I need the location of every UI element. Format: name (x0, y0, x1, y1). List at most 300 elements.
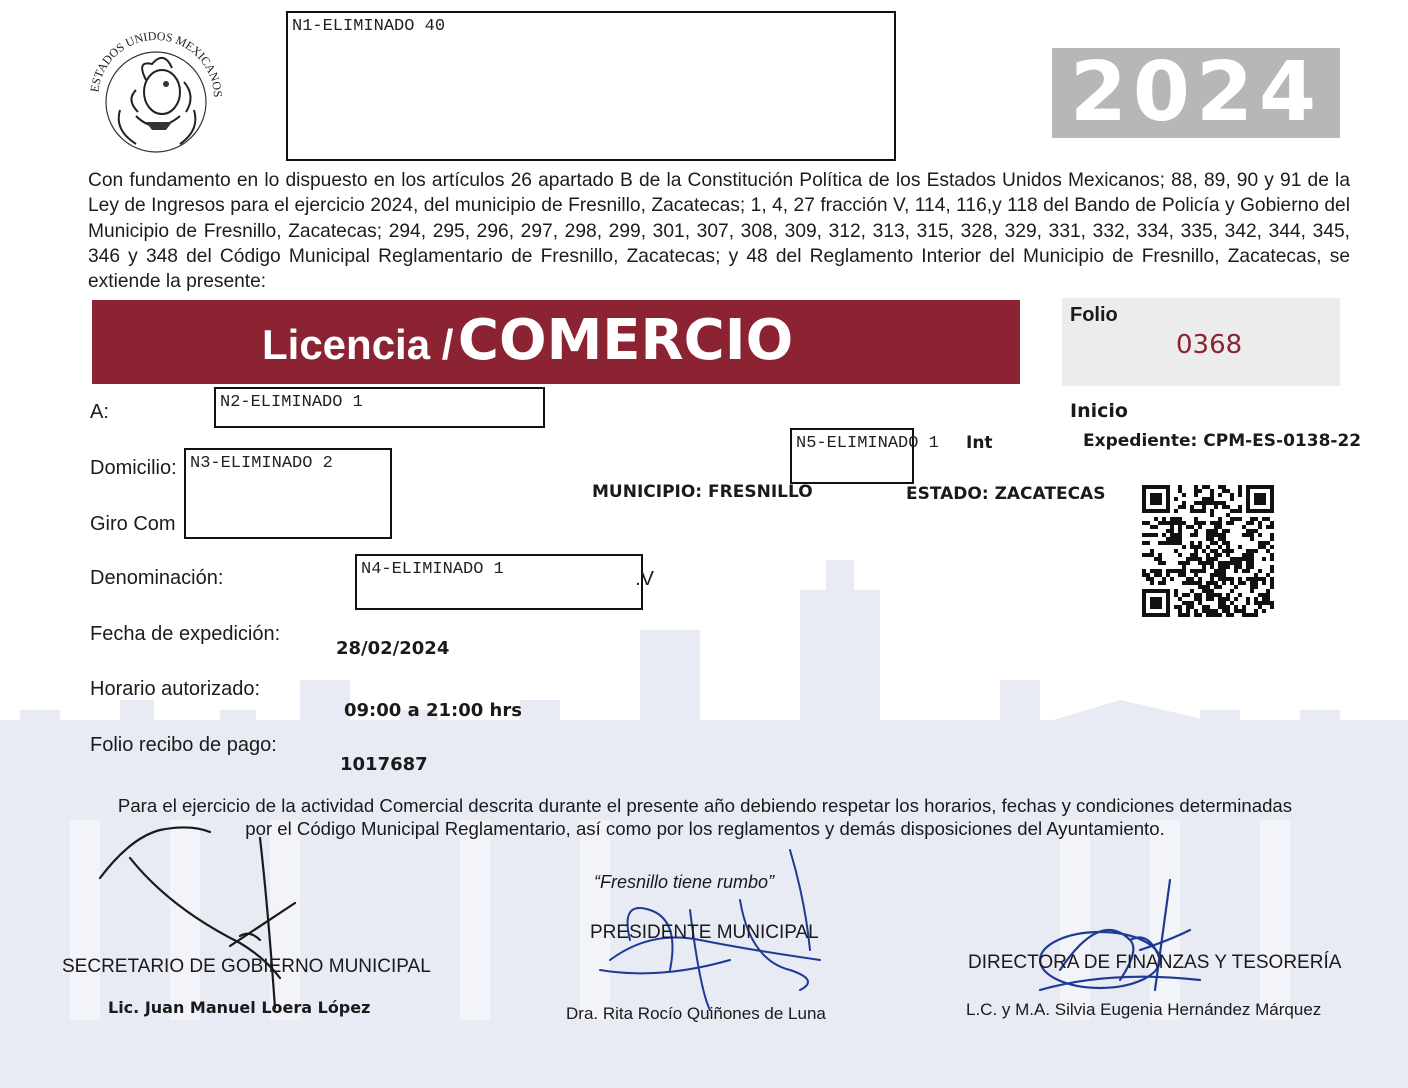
qr-module (1198, 557, 1202, 561)
qr-module (1190, 541, 1194, 545)
qr-module (1234, 557, 1238, 561)
qr-module (1178, 485, 1182, 489)
qr-module (1258, 605, 1262, 609)
qr-module (1198, 541, 1202, 545)
qr-module (1222, 577, 1226, 581)
qr-module (1214, 521, 1218, 525)
interior-redacted (790, 428, 939, 484)
qr-module (1186, 613, 1190, 617)
qr-finder-pattern (1150, 597, 1162, 609)
qr-module (1242, 557, 1246, 561)
qr-module (1182, 613, 1186, 617)
qr-module (1206, 533, 1210, 537)
qr-module (1154, 573, 1158, 577)
qr-module (1210, 573, 1214, 577)
redacted-header-box (286, 11, 896, 161)
qr-module (1246, 533, 1250, 537)
redaction-label: N2-ELIMINADO 1 (220, 393, 363, 412)
qr-module (1266, 589, 1270, 593)
qr-module (1226, 545, 1230, 549)
qr-module (1214, 529, 1218, 533)
qr-module (1234, 605, 1238, 609)
qr-module (1242, 581, 1246, 585)
qr-module (1178, 541, 1182, 545)
qr-module (1242, 553, 1246, 557)
qr-module (1234, 517, 1238, 521)
qr-module (1262, 557, 1266, 561)
qr-module (1230, 497, 1234, 501)
qr-module (1254, 613, 1258, 617)
qr-module (1206, 485, 1210, 489)
license-type: COMERCIO (457, 308, 794, 373)
closing-line-1: Para el ejercicio de la actividad Comercial descrita durante el presente año debiendo respetar los horarios, fechas y condiciones determinadas (117, 795, 1293, 816)
qr-module (1186, 525, 1190, 529)
qr-module (1226, 609, 1230, 613)
qr-module (1226, 505, 1230, 509)
qr-module (1194, 593, 1198, 597)
qr-module (1186, 581, 1190, 585)
qr-module (1214, 525, 1218, 529)
qr-module (1206, 613, 1210, 617)
qr-module (1206, 589, 1210, 593)
qr-module (1206, 545, 1210, 549)
qr-module (1162, 581, 1166, 585)
qr-module (1210, 589, 1214, 593)
qr-module (1222, 541, 1226, 545)
qr-module (1218, 597, 1222, 601)
qr-module (1246, 565, 1250, 569)
qr-module (1178, 517, 1182, 521)
state: ESTADO: ZACATECAS (906, 484, 1106, 504)
address-label: Domicilio: (90, 457, 177, 479)
qr-module (1182, 565, 1186, 569)
secretary-name: Lic. Juan Manuel Loera López (108, 998, 371, 1017)
qr-module (1222, 501, 1226, 505)
qr-module (1266, 517, 1270, 521)
qr-module (1174, 521, 1178, 525)
qr-module (1218, 501, 1222, 505)
qr-module (1210, 529, 1214, 533)
qr-module (1190, 605, 1194, 609)
qr-module (1218, 537, 1222, 541)
qr-module (1270, 605, 1274, 609)
issue-date-label: Fecha de expedición: (90, 623, 281, 645)
qr-module (1186, 601, 1190, 605)
qr-module (1210, 581, 1214, 585)
qr-module (1198, 561, 1202, 565)
qr-module (1238, 493, 1242, 497)
qr-module (1238, 577, 1242, 581)
qr-module (1158, 541, 1162, 545)
qr-module (1250, 537, 1254, 541)
qr-module (1250, 549, 1254, 553)
qr-module (1198, 585, 1202, 589)
qr-module (1202, 569, 1206, 573)
qr-module (1178, 533, 1182, 537)
qr-module (1162, 517, 1166, 521)
redaction-label: N5-ELIMINADO 1 (796, 434, 939, 453)
qr-module (1198, 521, 1202, 525)
qr-module (1190, 557, 1194, 561)
qr-module (1150, 533, 1154, 537)
qr-module (1194, 553, 1198, 557)
address-redacted (184, 448, 392, 539)
qr-module (1190, 505, 1194, 509)
qr-module (1194, 509, 1198, 513)
qr-module (1254, 529, 1258, 533)
qr-module (1154, 525, 1158, 529)
qr-module (1174, 533, 1178, 537)
qr-module (1250, 565, 1254, 569)
qr-module (1142, 533, 1146, 537)
qr-module (1150, 553, 1154, 557)
qr-module (1270, 565, 1274, 569)
qr-module (1246, 601, 1250, 605)
qr-module (1234, 585, 1238, 589)
denomination-suffix: V. (635, 568, 654, 590)
qr-module (1194, 517, 1198, 521)
qr-module (1162, 577, 1166, 581)
qr-module (1182, 573, 1186, 577)
qr-module (1218, 565, 1222, 569)
qr-module (1166, 521, 1170, 525)
municipal-slogan: “Fresnillo tiene rumbo” (594, 872, 775, 892)
qr-module (1198, 489, 1202, 493)
qr-module (1246, 529, 1250, 533)
qr-module (1150, 569, 1154, 573)
qr-module (1190, 509, 1194, 513)
qr-module (1222, 533, 1226, 537)
qr-module (1190, 525, 1194, 529)
qr-module (1258, 593, 1262, 597)
qr-module (1230, 561, 1234, 565)
qr-module (1190, 545, 1194, 549)
qr-module (1254, 581, 1258, 585)
qr-module (1194, 545, 1198, 549)
qr-module (1262, 517, 1266, 521)
qr-module (1174, 541, 1178, 545)
qr-module (1230, 601, 1234, 605)
qr-module (1230, 581, 1234, 585)
qr-module (1158, 573, 1162, 577)
qr-module (1242, 609, 1246, 613)
qr-module (1238, 565, 1242, 569)
qr-module (1214, 569, 1218, 573)
qr-module (1238, 557, 1242, 561)
recipient-redacted (214, 387, 545, 428)
qr-module (1218, 569, 1222, 573)
qr-module (1218, 493, 1222, 497)
qr-module (1222, 569, 1226, 573)
qr-module (1150, 581, 1154, 585)
qr-module (1198, 601, 1202, 605)
folio-label: Folio (1070, 304, 1118, 326)
qr-module (1198, 613, 1202, 617)
qr-module (1214, 505, 1218, 509)
qr-module (1154, 533, 1158, 537)
qr-module (1210, 489, 1214, 493)
qr-module (1222, 561, 1226, 565)
treasurer-signature-icon (1020, 870, 1240, 1020)
qr-module (1254, 573, 1258, 577)
qr-module (1218, 613, 1222, 617)
qr-module (1166, 537, 1170, 541)
qr-module (1218, 525, 1222, 529)
qr-module (1214, 557, 1218, 561)
qr-module (1250, 553, 1254, 557)
qr-module (1178, 561, 1182, 565)
qr-module (1210, 549, 1214, 553)
qr-module (1194, 521, 1198, 525)
qr-module (1202, 485, 1206, 489)
qr-module (1202, 565, 1206, 569)
qr-module (1158, 561, 1162, 565)
qr-module (1262, 609, 1266, 613)
qr-module (1250, 521, 1254, 525)
qr-module (1270, 581, 1274, 585)
qr-module (1218, 601, 1222, 605)
qr-module (1198, 593, 1202, 597)
qr-module (1230, 589, 1234, 593)
qr-module (1270, 557, 1274, 561)
qr-module (1182, 581, 1186, 585)
seal-text: ESTADOS UNIDOS MEXICANOS (87, 28, 226, 98)
qr-module (1238, 485, 1242, 489)
qr-module (1178, 489, 1182, 493)
qr-module (1222, 529, 1226, 533)
qr-module (1178, 505, 1182, 509)
qr-module (1174, 589, 1178, 593)
qr-module (1230, 517, 1234, 521)
qr-module (1234, 565, 1238, 569)
qr-module (1230, 549, 1234, 553)
qr-module (1246, 569, 1250, 573)
qr-module (1230, 509, 1234, 513)
issue-date-value: 28/02/2024 (336, 638, 450, 659)
schedule-value: 09:00 a 21:00 hrs (344, 700, 522, 721)
qr-module (1178, 569, 1182, 573)
qr-module (1210, 497, 1214, 501)
qr-module (1174, 593, 1178, 597)
qr-code-icon (1142, 485, 1274, 617)
qr-module (1254, 549, 1258, 553)
qr-module (1242, 605, 1246, 609)
qr-module (1210, 565, 1214, 569)
qr-module (1218, 605, 1222, 609)
qr-module (1234, 561, 1238, 565)
qr-module (1226, 613, 1230, 617)
year-badge: 2024 (1052, 48, 1340, 138)
secretary-signature-icon (90, 818, 320, 1018)
qr-module (1210, 541, 1214, 545)
qr-module (1270, 577, 1274, 581)
qr-module (1238, 609, 1242, 613)
qr-module (1170, 525, 1174, 529)
expediente-number: Expediente: CPM-ES-0138-22 (1083, 431, 1362, 451)
qr-module (1174, 497, 1178, 501)
qr-module (1190, 601, 1194, 605)
treasurer-name: L.C. y M.A. Silvia Eugenia Hernández Márquez (966, 1000, 1322, 1019)
qr-module (1246, 613, 1250, 617)
qr-module (1242, 613, 1246, 617)
qr-module (1218, 517, 1222, 521)
qr-module (1170, 537, 1174, 541)
qr-module (1202, 549, 1206, 553)
qr-module (1238, 517, 1242, 521)
qr-module (1258, 601, 1262, 605)
qr-module (1226, 565, 1230, 569)
qr-module (1254, 609, 1258, 613)
qr-module (1146, 573, 1150, 577)
qr-module (1270, 533, 1274, 537)
qr-module (1242, 569, 1246, 573)
qr-module (1210, 613, 1214, 617)
qr-module (1258, 541, 1262, 545)
qr-module (1182, 505, 1186, 509)
qr-module (1266, 597, 1270, 601)
qr-module (1262, 545, 1266, 549)
qr-module (1218, 573, 1222, 577)
president-name: Dra. Rita Rocío Quiñones de Luna (566, 1004, 826, 1023)
qr-module (1210, 493, 1214, 497)
qr-module (1206, 557, 1210, 561)
qr-module (1222, 485, 1226, 489)
qr-module (1214, 533, 1218, 537)
recipient-label: A: (90, 401, 109, 423)
qr-module (1194, 557, 1198, 561)
qr-module (1202, 509, 1206, 513)
redaction-label: N3-ELIMINADO 2 (190, 454, 333, 473)
qr-module (1194, 485, 1198, 489)
qr-module (1262, 593, 1266, 597)
qr-module (1158, 553, 1162, 557)
qr-module (1170, 529, 1174, 533)
qr-module (1250, 577, 1254, 581)
qr-module (1218, 521, 1222, 525)
qr-module (1218, 585, 1222, 589)
qr-module (1142, 573, 1146, 577)
qr-module (1250, 561, 1254, 565)
qr-module (1142, 569, 1146, 573)
qr-module (1194, 609, 1198, 613)
qr-module (1210, 533, 1214, 537)
qr-module (1162, 541, 1166, 545)
qr-module (1214, 593, 1218, 597)
qr-module (1150, 525, 1154, 529)
qr-module (1198, 581, 1202, 585)
qr-module (1258, 545, 1262, 549)
qr-module (1222, 537, 1226, 541)
qr-module (1210, 609, 1214, 613)
qr-module (1238, 561, 1242, 565)
qr-module (1154, 557, 1158, 561)
qr-module (1202, 605, 1206, 609)
qr-module (1206, 593, 1210, 597)
qr-module (1186, 605, 1190, 609)
qr-module (1234, 609, 1238, 613)
qr-module (1226, 593, 1230, 597)
qr-module (1202, 521, 1206, 525)
qr-module (1214, 501, 1218, 505)
qr-module (1178, 609, 1182, 613)
qr-module (1170, 517, 1174, 521)
qr-module (1238, 581, 1242, 585)
qr-module (1178, 553, 1182, 557)
qr-module (1146, 553, 1150, 557)
payment-receipt-value: 1017687 (340, 754, 428, 775)
qr-module (1226, 549, 1230, 553)
qr-module (1210, 561, 1214, 565)
qr-module (1226, 521, 1230, 525)
qr-module (1178, 613, 1182, 617)
qr-module (1242, 533, 1246, 537)
qr-module (1210, 509, 1214, 513)
qr-module (1250, 581, 1254, 585)
qr-module (1146, 577, 1150, 581)
qr-module (1190, 577, 1194, 581)
qr-module (1158, 581, 1162, 585)
qr-module (1262, 541, 1266, 545)
qr-module (1178, 605, 1182, 609)
qr-module (1266, 601, 1270, 605)
qr-module (1178, 521, 1182, 525)
qr-module (1174, 537, 1178, 541)
qr-module (1210, 577, 1214, 581)
qr-module (1186, 557, 1190, 561)
qr-module (1194, 573, 1198, 577)
qr-module (1270, 521, 1274, 525)
qr-module (1270, 553, 1274, 557)
qr-module (1206, 561, 1210, 565)
qr-module (1194, 581, 1198, 585)
qr-module (1230, 613, 1234, 617)
qr-module (1246, 521, 1250, 525)
qr-module (1206, 497, 1210, 501)
qr-module (1214, 613, 1218, 617)
qr-module (1234, 509, 1238, 513)
qr-module (1206, 597, 1210, 601)
qr-module (1270, 569, 1274, 573)
license-title (262, 308, 793, 373)
qr-module (1226, 605, 1230, 609)
qr-module (1162, 533, 1166, 537)
qr-module (1230, 521, 1234, 525)
qr-module (1250, 529, 1254, 533)
qr-module (1258, 521, 1262, 525)
qr-module (1254, 601, 1258, 605)
qr-module (1258, 525, 1262, 529)
qr-module (1158, 521, 1162, 525)
qr-module (1202, 501, 1206, 505)
qr-module (1218, 561, 1222, 565)
qr-module (1254, 597, 1258, 601)
qr-module (1206, 609, 1210, 613)
qr-module (1218, 545, 1222, 549)
qr-module (1226, 561, 1230, 565)
qr-module (1210, 557, 1214, 561)
qr-module (1182, 601, 1186, 605)
qr-module (1174, 509, 1178, 513)
inicio-label: Inicio (1070, 400, 1128, 422)
folio-number: 0368 (1176, 330, 1243, 360)
interior-suffix: Int (966, 433, 993, 453)
qr-module (1226, 513, 1230, 517)
qr-module (1194, 529, 1198, 533)
qr-module (1254, 585, 1258, 589)
qr-module (1162, 521, 1166, 525)
qr-module (1222, 549, 1226, 553)
qr-module (1258, 533, 1262, 537)
